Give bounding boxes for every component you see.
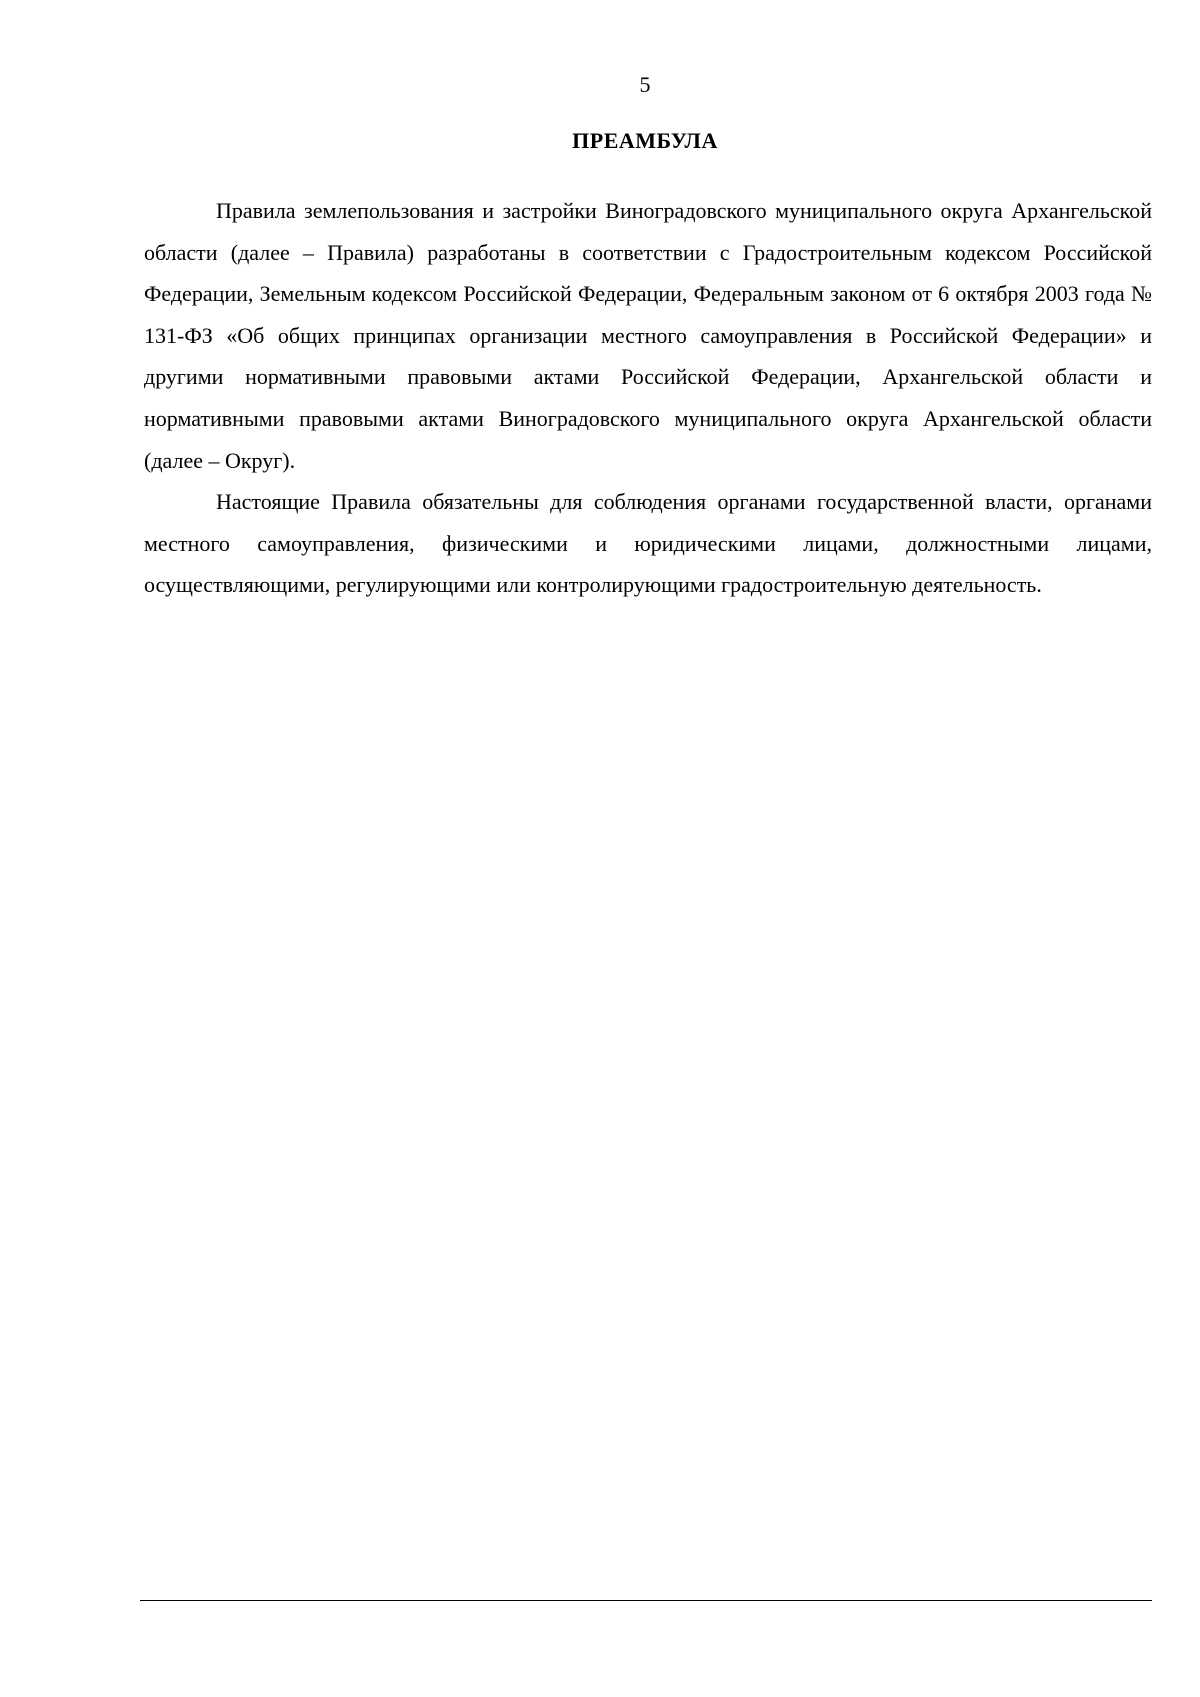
paragraph-2: Настоящие Правила обязательны для соблюдения органами государственной власти, органами местного самоуправления, физическими и юридическими лицами, должностными лицами, осуществляющими, регулирующими или контролирующими градостроительную деятельность. xyxy=(144,489,1152,598)
page-number: 5 xyxy=(639,72,651,97)
paragraph-1: Правила землепользования и застройки Виноградовского муниципального округа Архангельской области (далее – Правила) разработаны в соответствии с Градостроительным кодексом Российской Федерации, Земельным кодексом Российской Федерации, Федеральным законом от 6 октября 2003 года № 131-ФЗ «Об общих принципах организации местного самоуправления в Российской Федерации» и другими нормативными правовыми актами Российской Федерации, Архангельской области и нормативными правовыми актами Виноградовского муниципального округа Архангельской области (далее – Округ). xyxy=(144,198,1152,473)
body-text xyxy=(144,190,1152,606)
footer-divider xyxy=(140,1600,1152,1601)
page-title: ПРЕАМБУЛА xyxy=(572,128,718,153)
